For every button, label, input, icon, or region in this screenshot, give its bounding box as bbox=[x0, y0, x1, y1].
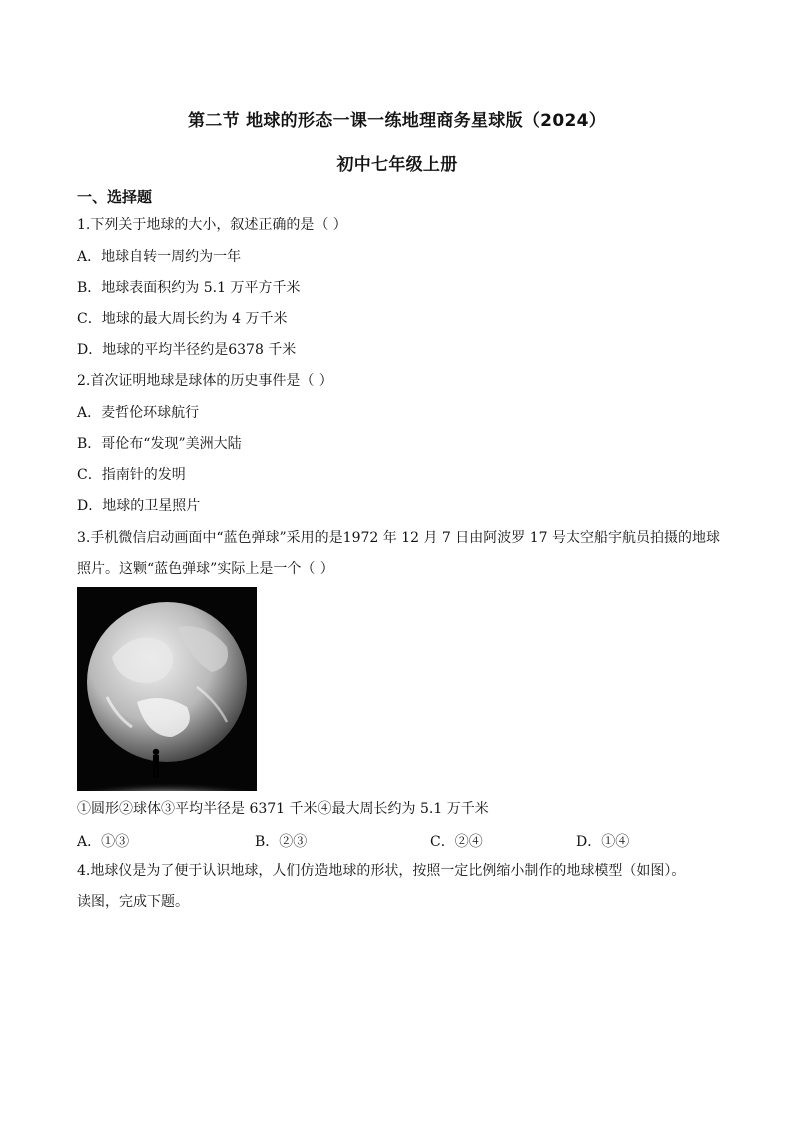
question-1-option-a: A．地球自转一周约为一年 bbox=[77, 249, 242, 265]
question-4-stem-line-2: 读图，完成下题。 bbox=[77, 894, 189, 910]
question-3-option-c: C．②④ bbox=[430, 834, 483, 850]
document-subtitle: 初中七年级上册 bbox=[336, 155, 458, 175]
document-title: 第二节 地球的形态一课一练地理商务星球版（2024） bbox=[187, 111, 607, 131]
question-1-option-c: C．地球的最大周长约为 4 万千米 bbox=[77, 311, 288, 327]
section-heading: 一、选择题 bbox=[77, 188, 153, 206]
question-3-statements: ①圆形②球体③平均半径是 6371 千米④最大周长约为 5.1 万千米 bbox=[77, 801, 489, 817]
question-3-option-b: B．②③ bbox=[255, 834, 308, 850]
question-1-stem: 1.下列关于地球的大小，叙述正确的是（ ） bbox=[77, 217, 347, 233]
question-4-stem-line-1: 4.地球仪是为了便于认识地球，人们仿造地球的形状，按照一定比例缩小制作的地球模型（如图）。 bbox=[77, 863, 686, 879]
earth-photo bbox=[77, 587, 257, 791]
question-1-option-b: B．地球表面积约为 5.1 万平方千米 bbox=[77, 280, 301, 296]
earth-photo-illustration bbox=[77, 587, 257, 791]
question-3-option-a: A．①③ bbox=[77, 834, 130, 850]
question-2-option-a: A．麦哲伦环球航行 bbox=[77, 405, 200, 421]
question-2-option-c: C．指南针的发明 bbox=[77, 467, 186, 483]
question-2-option-d: D．地球的卫星照片 bbox=[77, 498, 201, 514]
question-3-option-d: D．①④ bbox=[576, 834, 630, 850]
question-3-stem-line-1: 3.手机微信启动画面中“蓝色弹球”采用的是1972 年 12 月 7 日由阿波罗 17 号太空船宇航员拍摄的地球 bbox=[77, 530, 720, 546]
question-2-stem: 2.首次证明地球是球体的历史事件是（ ） bbox=[77, 373, 333, 389]
question-2-option-b: B．哥伦布“发现”美洲大陆 bbox=[77, 436, 242, 452]
question-3-stem-line-2: 照片。这颗“蓝色弹球”实际上是一个（ ） bbox=[77, 561, 334, 577]
question-1-option-d: D．地球的平均半径约是6378 千米 bbox=[77, 342, 297, 358]
